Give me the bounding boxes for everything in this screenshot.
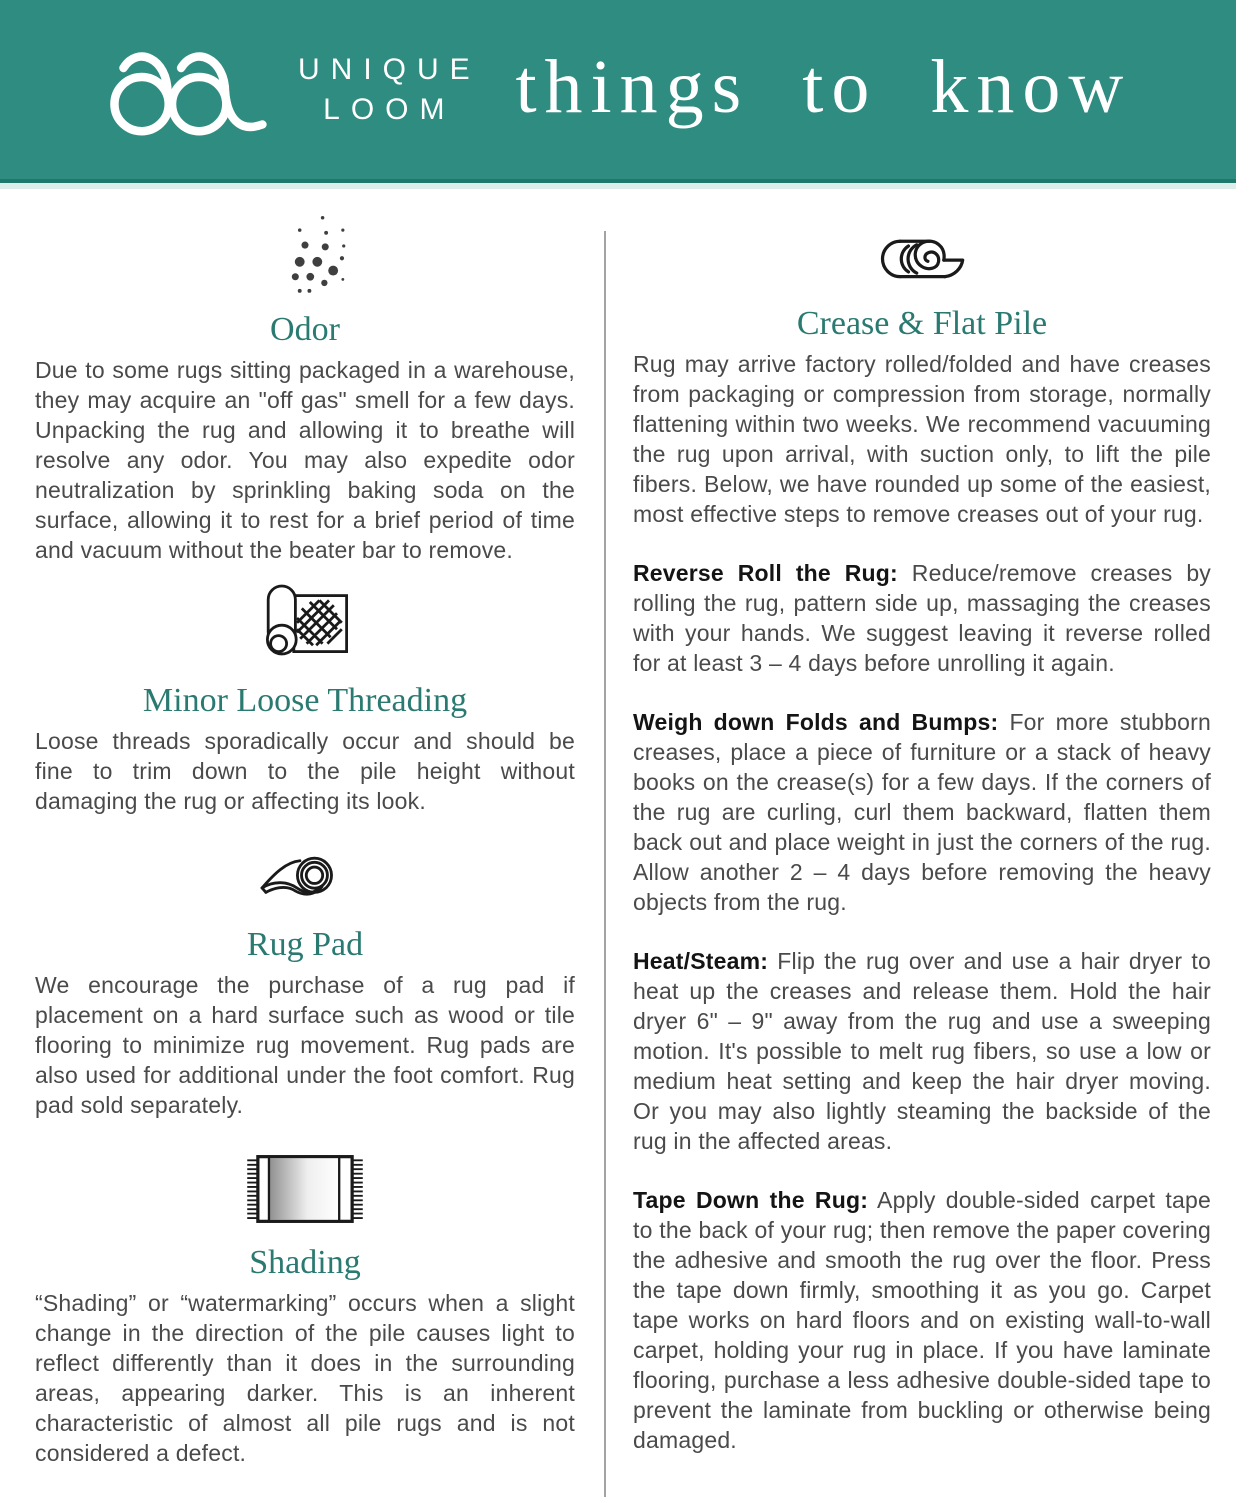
tip-text: For more stubborn creases, place a piece of furniture or a stack of heavy books on the crease(s) for a few days. If the corners of the rug are curling, curl them backward, flatten them back out and place weight in just the corners of the rug. Allow another 2 – 4 days before removing the heavy objects from the rug. [633,709,1211,915]
section-odor [35,205,575,565]
brand-line-1: UNIQUE [298,52,481,86]
section-body: Due to some rugs sitting packaged in a warehouse, they may acquire an "off gas" smell for a few days. Unpacking the rug and allowing it to breathe will resolve any odor. You may also expedite odor neutralization by sprinkling baking soda on the surface, allowing it to rest for a brief period of time and vacuum without the beater bar to remove. [35,357,575,563]
tip-reverse-roll [633,558,1211,678]
tip-text: Flip the rug over and use a hair dryer to heat up the creases and release them. Hold the hair dryer 6" – 9" away from the rug and use a sweeping motion. It's possible to melt rug fibers, so use a low or medium heat setting and keep the hair dryer moving. Or you may also lightly steaming the backside of the rug in the affected areas. [633,948,1211,1154]
section-crease-flat-pile [633,231,1211,1455]
unique-loom-logo-icon [104,42,274,138]
rolled-rug-side-icon [633,231,1211,289]
tip-label: Reverse Roll the Rug: [633,560,898,586]
tip-label: Heat/Steam: [633,948,769,974]
brand-logo-group [104,42,481,138]
tip-tape-down [633,1185,1211,1455]
tip-weigh-down [633,707,1211,917]
section-shading [35,1148,575,1468]
section-heading: Rug Pad [246,926,364,963]
section-minor-loose-threading [35,578,575,816]
content-area [0,183,1236,1497]
section-body: “Shading” or “watermarking” occurs when a slight change in the direction of the pile causes light to reflect differently than it does in the surrounding areas, appearing darker. This is an inherent characteristic of almost all pile rugs and is not considered a defect. [35,1290,575,1466]
right-column [633,183,1211,1497]
section-heading: Odor [270,311,340,348]
shaded-rug-icon [35,1148,575,1228]
tip-heat-steam [633,946,1211,1156]
section-body: Loose threads sporadically occur and should be fine to trim down to the pile height without damaging the rug or affecting its look. [35,728,575,814]
tip-text: Apply double-sided carpet tape to the back of your rug; then remove the paper covering the adhesive and smooth the rug over the floor. Press the tape down firmly, smoothing it as you go. Carpet tape works on hard floors and on existing wall-to-wall carpet, holding your rug in place. If you have laminate flooring, purchase a less adhesive double-sided tape to prevent the laminate from buckling or otherwise being damaged. [633,1187,1211,1453]
tip-label: Weigh down Folds and Bumps: [633,709,999,735]
section-body: We encourage the purchase of a rug pad if placement on a hard surface such as wood or tile flooring to minimize rug movement. Rug pads are also used for additional under the foot comfort. Rug pad sold separately. [35,972,575,1118]
tip-label: Tape Down the Rug: [633,1187,869,1213]
left-column [35,183,575,1497]
tip-text: Reduce/remove creases by rolling the rug, pattern side up, massaging the creases with your hands. We suggest leaving it reverse rolled for at least 3 – 4 days before unrolling it again. [633,560,1212,676]
section-heading: Minor Loose Threading [142,682,468,719]
brand-name [298,50,481,130]
header-banner [0,0,1236,183]
page-title: things to know [515,45,1132,129]
rug-pad-roll-icon [35,850,575,910]
odor-speckle-icon [35,205,575,297]
section-rug-pad [35,850,575,1120]
section-heading: Crease & Flat Pile [796,305,1048,342]
section-heading: Shading [249,1244,361,1281]
brand-line-2: LOOM [323,92,456,126]
section-intro: Rug may arrive factory rolled/folded and have creases from packaging or compression from storage, normally flattening within two weeks. We recommend vacuuming the rug upon arrival, with suction only, to lift the pile fibers. Below, we have rounded up some of the easiest, most effective steps to remove creases out of your rug. [633,351,1211,527]
column-divider [604,231,606,1497]
rolled-rug-crosshatch-icon [35,578,575,666]
